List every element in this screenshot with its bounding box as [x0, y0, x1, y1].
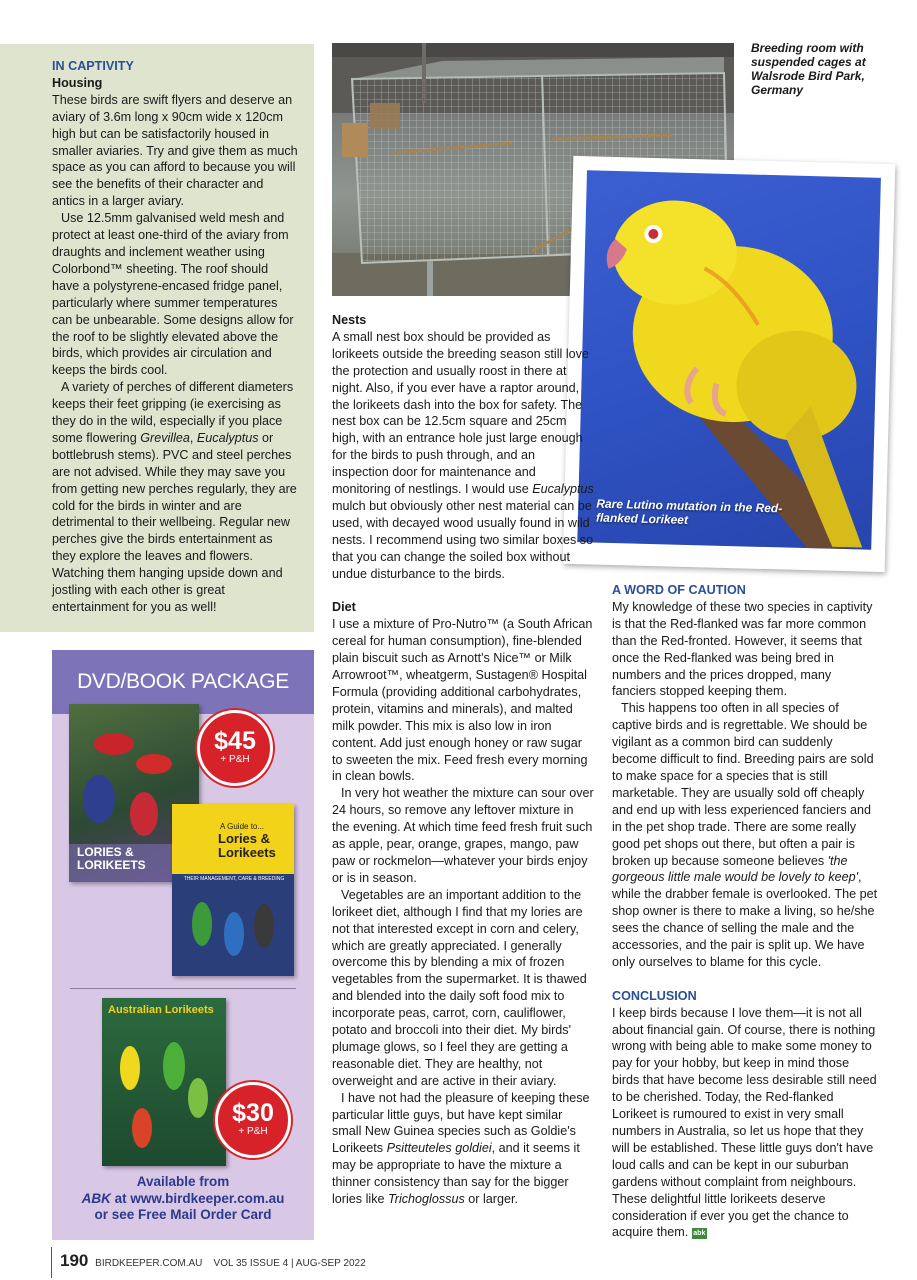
promo-availability: Available from ABK at www.birdkeeper.com.au or see Free Mail Order Card — [52, 1174, 314, 1224]
middle-column — [332, 312, 594, 1208]
book1-subtitle: THEIR MANAGEMENT, CARE & BREEDING — [183, 876, 285, 882]
promo-website-link[interactable]: ABK at www.birdkeeper.com.au — [81, 1190, 285, 1206]
footer-rule — [51, 1247, 52, 1278]
housing-paragraph-1: These birds are swift flyers and deserve an aviary of 3.6m long x 90cm wide x 120cm high but can be satisfactorily housed in smaller aviaries. Try and give them as much space as you can afford to because you will see the benefits of their character and antics in a larger aviary. — [52, 92, 298, 209]
housing-paragraph-3: A variety of perches of different diameters keeps their feet gripping (ie exercising as they do in the wild, especially if you place some flowering Grevillea, Eucalyptus or bottlebrush stems). PVC and steel perches are not advised. While they may save you from getting new perches regularly, they are cold for the birds in winter and are detrimental to their wellbeing. Regular new perches give the birds entertainment as they explore the leaves and flowers. Watching them hanging upside down and jostling with each other is great entertainment for you as well! — [52, 380, 297, 614]
housing-subheading: Housing — [52, 75, 103, 90]
bird-photo-caption: Rare Lutino mutation in the Red-flanked Lorikeet — [595, 496, 783, 527]
book1-small-title: A Guide to... — [220, 822, 265, 831]
lutino-lorikeet-photo — [577, 170, 881, 550]
nests-heading: Nests — [332, 313, 367, 327]
price-badge-45: $45 + P&H — [197, 710, 273, 786]
bird-photo-frame — [563, 156, 896, 572]
page-footer — [60, 1252, 366, 1273]
page-number: 190 — [60, 1251, 89, 1270]
promo-heading: DVD/BOOK PACKAGE — [52, 650, 314, 714]
diet-paragraph-2: In very hot weather the mixture can sour over 24 hours, so remove any leftover mixture in the evening. At which time feed fresh fruit such as apple, pear, orange, grapes, mango, paw paw or rockmelon—whatever your birds enjoy or is in season. — [332, 786, 594, 885]
dvd-book-promo — [52, 650, 314, 1240]
price-badge-30: $30 + P&H — [215, 1082, 291, 1158]
book-australian-lorikeets — [102, 998, 226, 1166]
footer-issue: VOL 35 ISSUE 4 | AUG-SEP 2022 — [213, 1258, 366, 1269]
promo-divider — [70, 988, 296, 989]
captivity-panel — [0, 44, 314, 632]
housing-paragraph-2: Use 12.5mm galvanised weld mesh and protect at least one-third of the aviary from draughts and inclement weather using Colorbond™ sheeting. The roof should have a polystyrene-encased fridge panel, particularly where summer temperatures can be unbearable. Some designs allow for the roof to be slightly elevated above the birds, which provides air circulation and keeps the birds cool. — [52, 211, 294, 378]
book-lories-lorikeets — [172, 804, 294, 976]
conclusion-heading: CONCLUSION — [612, 988, 697, 1003]
right-column — [612, 582, 878, 1241]
book1-title: Lories & Lorikeets — [218, 831, 276, 860]
diet-paragraph-1: I use a mixture of Pro-Nutro™ (a South African cereal for human consumption), fine-blended plain biscuit such as Arnott's Nice™ or Milk Arrowroot™, wheatgerm, Sustagen® Hospital Formula (providing additional carbohydrates, protein, vitamins and minerals), and malted milk powder. This mix is also low in iron content. Add just enough honey or raw sugar to sweeten the mix. Feed fresh every morning in clean bowls. — [332, 617, 593, 784]
caution-paragraph-1: My knowledge of these two species in captivity is that the Red-flanked was far more common than the Red-fronted. However, it seems that once the Red-flanked was being bred in numbers and the prices dropped, many fanciers stopped keeping them. — [612, 599, 873, 699]
footer-site: BIRDKEEPER.COM.AU — [95, 1258, 203, 1269]
dvd-title: LORIES & LORIKEETS — [77, 845, 146, 872]
cage-photo-caption: Breeding room with suspended cages at Walsrode Bird Park, Germany — [751, 41, 866, 97]
diet-heading: Diet — [332, 600, 356, 615]
conclusion-paragraph: I keep birds because I love them—it is not all about financial gain. Of course, there is nothing wrong with being able to make some money to pay for your hobby, but keep in mind those birds that have become less desirable still need to be cherished. Today, the Red-flanked Lorikeet is rumoured to exist in very small numbers in Australia, so let us hope that they will be established. These little guys don't have loud calls and can be kept in our suburban gardens without complaint from neighbours. These delightful little lorikeets deserve consideration if ever you get the chance to acquire them. abk — [612, 1005, 877, 1240]
diet-paragraph-3: Vegetables are an important addition to the lorikeet diet, although I find that my lories are not that interested except in corn and celery, which are greatly appreciated. I generally overcome this by blending a mix of frozen vegetables from the supermarket. It is thawed and blended into the daily soft food mix to incorporate peas, carrot, corn, cauliflower, potato and broccoli into their diet. My birds' plumage glows, so I feel they are getting a reasonable diet. They are healthy, not overweight and are active in their aviary. — [332, 887, 587, 1088]
captivity-heading: IN CAPTIVITY — [52, 59, 134, 73]
book2-title: Australian Lorikeets — [108, 1004, 214, 1016]
caution-paragraph-2: This happens too often in all species of captive birds and is regrettable. We should be vigilant as a common bird can suddenly become difficult to find. Breeding pairs are sold to make space for a species that is still marketable. They are usually sold off cheaply and end up with less experienced fanciers and in the pet shop trade. There are some really good pet shops out there, but often a pair is broken up because someone believes 'the gorgeous little male would be lovely to keep', while the drabber female is overlooked. The pet shop owner is there to make a living, so he/she sees the chance of selling the male and the accessories, and the pair is split up. We have only ourselves to blame for this cycle. — [612, 701, 878, 969]
diet-paragraph-4: I have not had the pleasure of keeping these particular little guys, but have kept similar small New Guinea species such as Goldie's Lorikeets Psitteuteles goldiei, and it seems it may be appropriate to have the mixture a thinner consistency than say for the bigger lories like Trichoglossus or larger. — [332, 1090, 590, 1207]
nests-paragraph: A small nest box should be provided as lorikeets outside the breeding season still love the protection and usually roost in there at night. Also, if you ever have a raptor around, the lorikeets dash into the box for safety. The nest box can be 12.5cm square and 25cm high, with an entrance hole just large enough for the birds to push through, and an inspection door for maintenance and monitoring of nestlings. I would use Eucalyptus mulch but obviously other nest material can be used, with decayed wood usually found in wild nests. I recommend using two similar boxes so that you can change the soiled box without undue disturbance to the birds. — [332, 329, 594, 581]
abk-logo-icon: abk — [693, 1229, 706, 1237]
caution-heading: A WORD OF CAUTION — [612, 583, 746, 597]
